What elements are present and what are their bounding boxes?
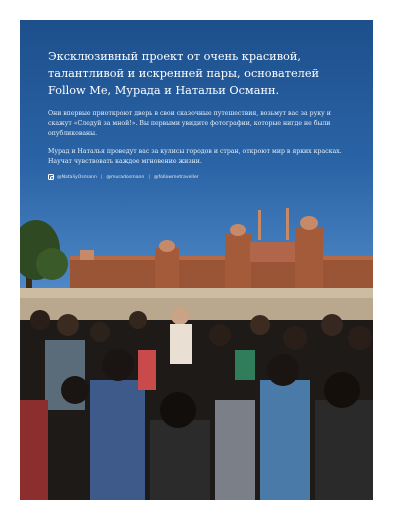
red-fort (70, 208, 373, 288)
headline: Эксклюзивный проект от очень красивой, талантливой и искренней пары, основателей Follow Me, Мурада и Натальи Османн. (48, 50, 320, 97)
separator: | (100, 174, 103, 180)
intro-paragraph: Они впервые приоткроют дверь в свои сказочные путешествия, возьмут вас за руку и скажут «Следуй за мной!». Вы первыми увидите фотографии, которые нигде не были опубликованы. (48, 110, 331, 138)
handle-nataliy[interactable]: @NataliyOsmann (57, 174, 97, 180)
social-handles (48, 174, 348, 180)
background-photo (20, 20, 373, 500)
handle-murad[interactable]: @muradosmann (106, 174, 145, 180)
crowd (20, 307, 373, 500)
description-paragraph: Мурад и Наталья проведут вас за кулисы городов и стран, откроют мир в ярких красках. Научат чувствовать каждое мгновение жизни. (48, 147, 342, 165)
handle-followme[interactable]: @followmetraveller (153, 174, 199, 180)
instagram-icon (48, 174, 54, 180)
article-text (48, 48, 348, 180)
separator: | (148, 174, 150, 180)
